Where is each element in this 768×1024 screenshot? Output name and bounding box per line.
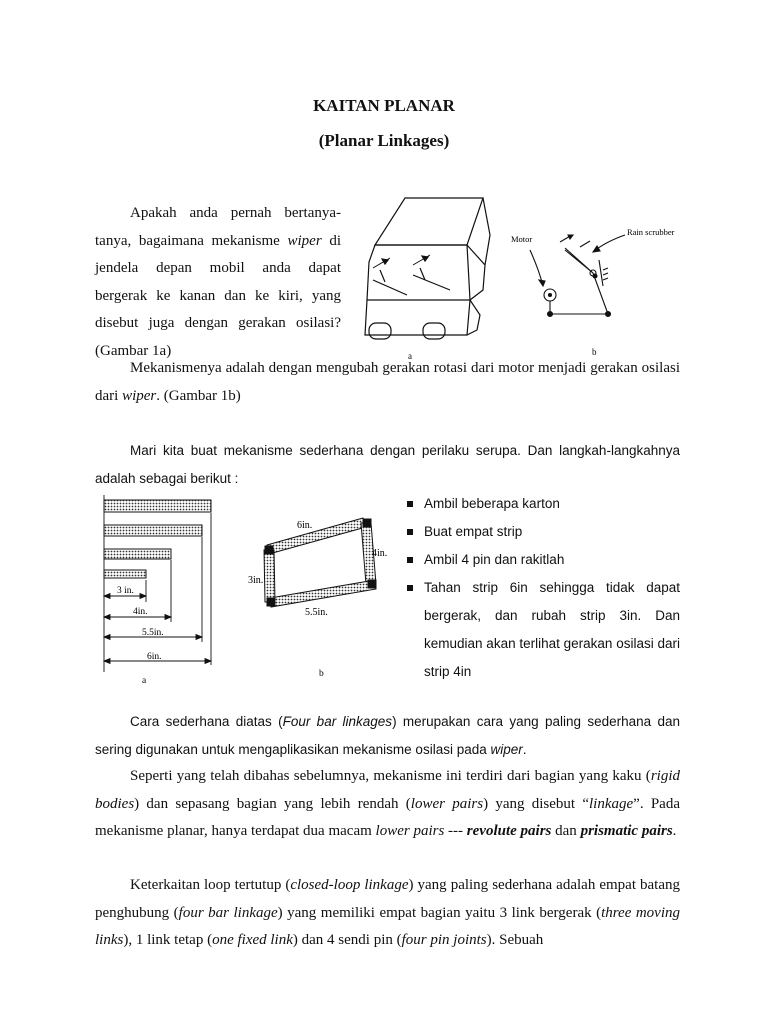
intro-line: tanya, bagaimana mekanisme wiper di (95, 232, 341, 249)
linkage-right-label: 4in. (372, 548, 388, 559)
dim-5-5in-label: 5.5in. (142, 628, 164, 638)
steps-intro-paragraph: Mari kita buat mekanisme sederhana dengan perilaku serupa. Dan langkah-langkahnya adalah sebagai berikut : (95, 443, 680, 486)
intro-paragraph (95, 200, 341, 365)
list-item: Tahan strip 6in sehingga tidak dapat bergerak, dan rubah strip 3in. Dan kemudian akan terlihat gerakan osilasi dari strip 4in (404, 574, 680, 686)
steps-list (404, 490, 680, 686)
cardboard-strips (104, 500, 211, 578)
figure-1a-label: a (408, 351, 412, 360)
four-bar-paragraph: Cara sederhana diatas (Four bar linkages) merupakan cara yang paling sederhana dan sering digunakan untuk mengaplikasikan mekanisme osilasi pada wiper. (95, 714, 680, 757)
linkage-bottom-label: 5.5in. (305, 607, 328, 618)
list-item: Ambil beberapa karton (404, 490, 680, 518)
dimension-lines (104, 495, 211, 672)
list-item: Buat empat strip (404, 518, 680, 546)
intro-line: (Gambar 1a) (95, 342, 172, 359)
closed-loop-paragraph: Keterkaitan loop tertutup (closed-loop linkage) yang paling sederhana adalah empat batang penghubung (four bar linkage) yang memiliki empat bagian yaitu 3 link bergerak (three moving links), 1 link tetap (one fixed link) dan 4 sendi pin (four pin joints). Sebuah (95, 877, 681, 948)
wiper-mechanism-drawing (530, 235, 625, 317)
intro-line: bergerak ke kanan dan ke kiri, yang (95, 287, 341, 304)
dim-6in-label: 6in. (147, 652, 162, 662)
intro-line: disebut juga dengan gerakan osilasi? (95, 315, 341, 331)
intro-line: Apakah anda pernah bertanya- (130, 205, 341, 221)
figure-2-strips (95, 490, 395, 690)
lower-pairs-paragraph: Seperti yang telah dibahas sebelumnya, mekanisme ini terdiri dari bagian yang kaku (rigid bodies) dan sepasang bagian yang lebih rendah (lower pairs) yang disebut “linkage”. Pada mekanisme planar, hanya terdapat dua macam lower pairs --- revolute pairs dan prismatic pairs. (95, 768, 680, 839)
car-drawing (365, 198, 490, 339)
list-item: Ambil 4 pin dan rakitlah (404, 546, 680, 574)
figure-1-wiper (355, 190, 700, 360)
page-subtitle: (Planar Linkages) (318, 131, 450, 150)
dim-4in-label: 4in. (133, 607, 148, 617)
intro-line: jendela depan mobil anda dapat (95, 260, 341, 276)
motor-label: Motor (511, 234, 533, 244)
figure-1b-label: b (592, 347, 597, 357)
linkage-left-label: 3in. (248, 575, 264, 586)
figure-2b-label: b (319, 669, 324, 679)
mechanism-paragraph: Mekanismenya adalah dengan mengubah gerakan rotasi dari motor menjadi gerakan osilasi dari wiper. (Gambar 1b) (95, 360, 680, 404)
dim-3in-label: 3 in. (117, 586, 134, 596)
four-bar-linkage-drawing (264, 518, 376, 607)
linkage-top-label: 6in. (297, 520, 313, 531)
figure-2a-label: a (142, 676, 147, 686)
page-title: KAITAN PLANAR (313, 96, 455, 115)
rain-scrubber-label: Rain scrubber (627, 227, 675, 237)
